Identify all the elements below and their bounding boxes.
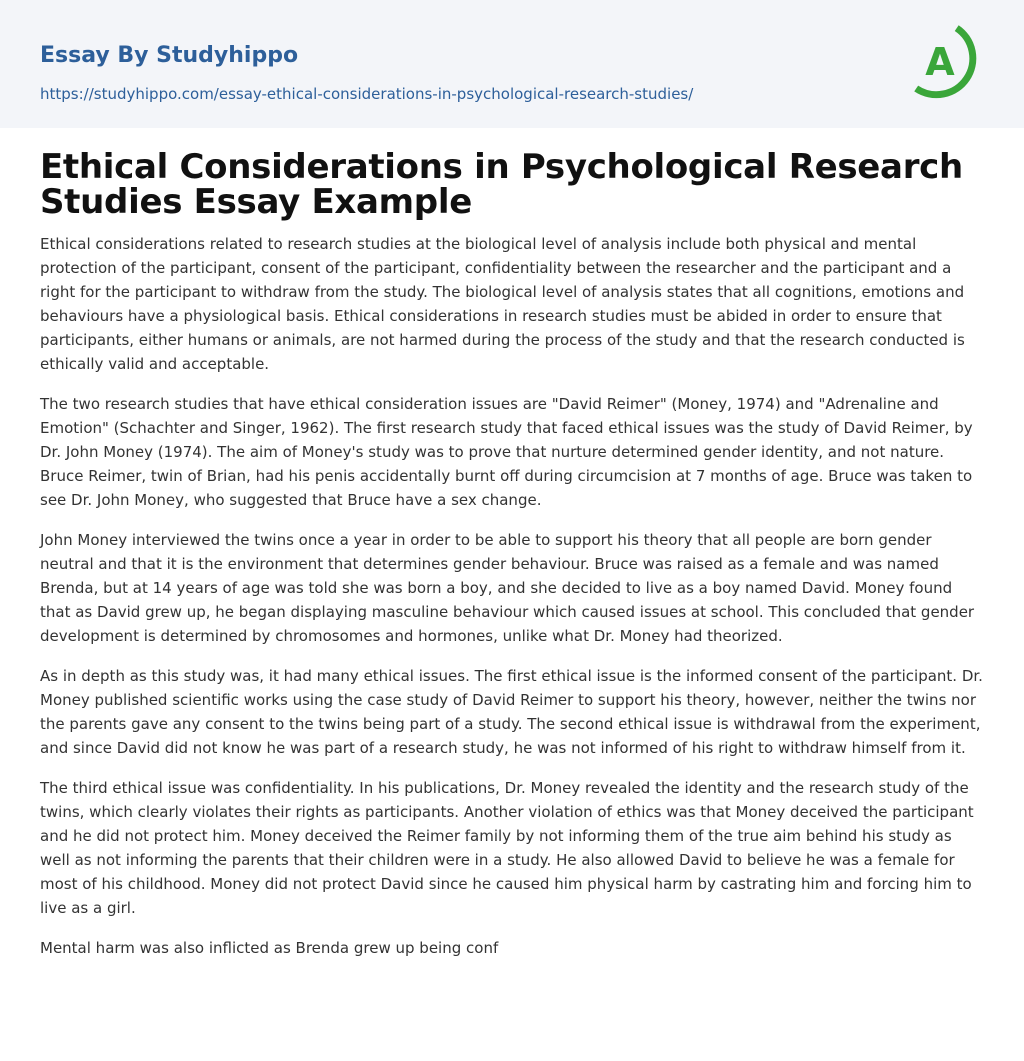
article-url-link[interactable]: https://studyhippo.com/essay-ethical-considerations-in-psychological-research-studies/: [40, 85, 694, 103]
article-title: Ethical Considerations in Psychological Research Studies Essay Example: [40, 147, 963, 222]
logo-letter: A: [925, 40, 955, 84]
article-body: [0, 128, 1024, 960]
paragraph-2: The two research studies that have ethical consideration issues are "David Reimer" (Money, 1974) and "Adrenaline and Emotion" (Schachter and Singer, 1962). The first research study that faced ethical issues was the study of David Reimer, by Dr. John Money (1974). The aim of Money's study was to prove that nurture determined gender identity, and not nature. Bruce Reimer, twin of Brian, had his penis accidentally burnt off during circumcision at 7 months of age. Bruce was taken to see Dr. John Money, who suggested that Bruce have a sex change.: [40, 395, 973, 509]
paragraph-4: As in depth as this study was, it had many ethical issues. The first ethical issue is the informed consent of the participant. Dr. Money published scientific works using the case study of David Reimer to support his theory, however, neither the twins nor the parents gave any consent to the twins being part of a study. The second ethical issue is withdrawal from the experiment, and since David did not know he was part of a research study, he was not informed of his right to withdraw himself from it.: [40, 667, 983, 757]
site-brand[interactable]: Essay By Studyhippo: [40, 43, 299, 68]
site-header: [0, 0, 1024, 128]
paragraph-5: The third ethical issue was confidentiality. In his publications, Dr. Money revealed the identity and the research study of the twins, which clearly violates their rights as participants. Another violation of ethics was that Money deceived the participant and he did not protect him. Money deceived the Reimer family by not informing them of the true aim behind his study as well as not informing the parents that their children were in a study. He also allowed David to believe he was a female for most of his childhood. Money did not protect David since he caused him physical harm by castrating him and forcing him to live as a girl.: [40, 779, 974, 917]
studyhippo-logo-icon[interactable]: [913, 19, 985, 105]
paragraph-3: John Money interviewed the twins once a year in order to be able to support his theory that all people are born gender neutral and that it is the environment that determines gender behaviour. Bruce was raised as a female and was named Brenda, but at 14 years of age was told she was born a boy, and she decided to live as a boy named David. Money found that as David grew up, he began displaying masculine behaviour which caused issues at school. This concluded that gender development is determined by chromosomes and hormones, unlike what Dr. Money had theorized.: [40, 531, 975, 645]
paragraph-6-truncated: Mental harm was also inflicted as Brenda grew up being conf: [40, 939, 499, 957]
paragraph-1: Ethical considerations related to research studies at the biological level of analysis include both physical and mental protection of the participant, consent of the participant, confidentiality between the researcher and the participant and a right for the participant to withdraw from the study. The biological level of analysis states that all cognitions, emotions and behaviours have a physiological basis. Ethical considerations in research studies must be abided in order to ensure that participants, either humans or animals, are not harmed during the process of the study and that the research conducted is ethically valid and acceptable.: [40, 235, 965, 373]
